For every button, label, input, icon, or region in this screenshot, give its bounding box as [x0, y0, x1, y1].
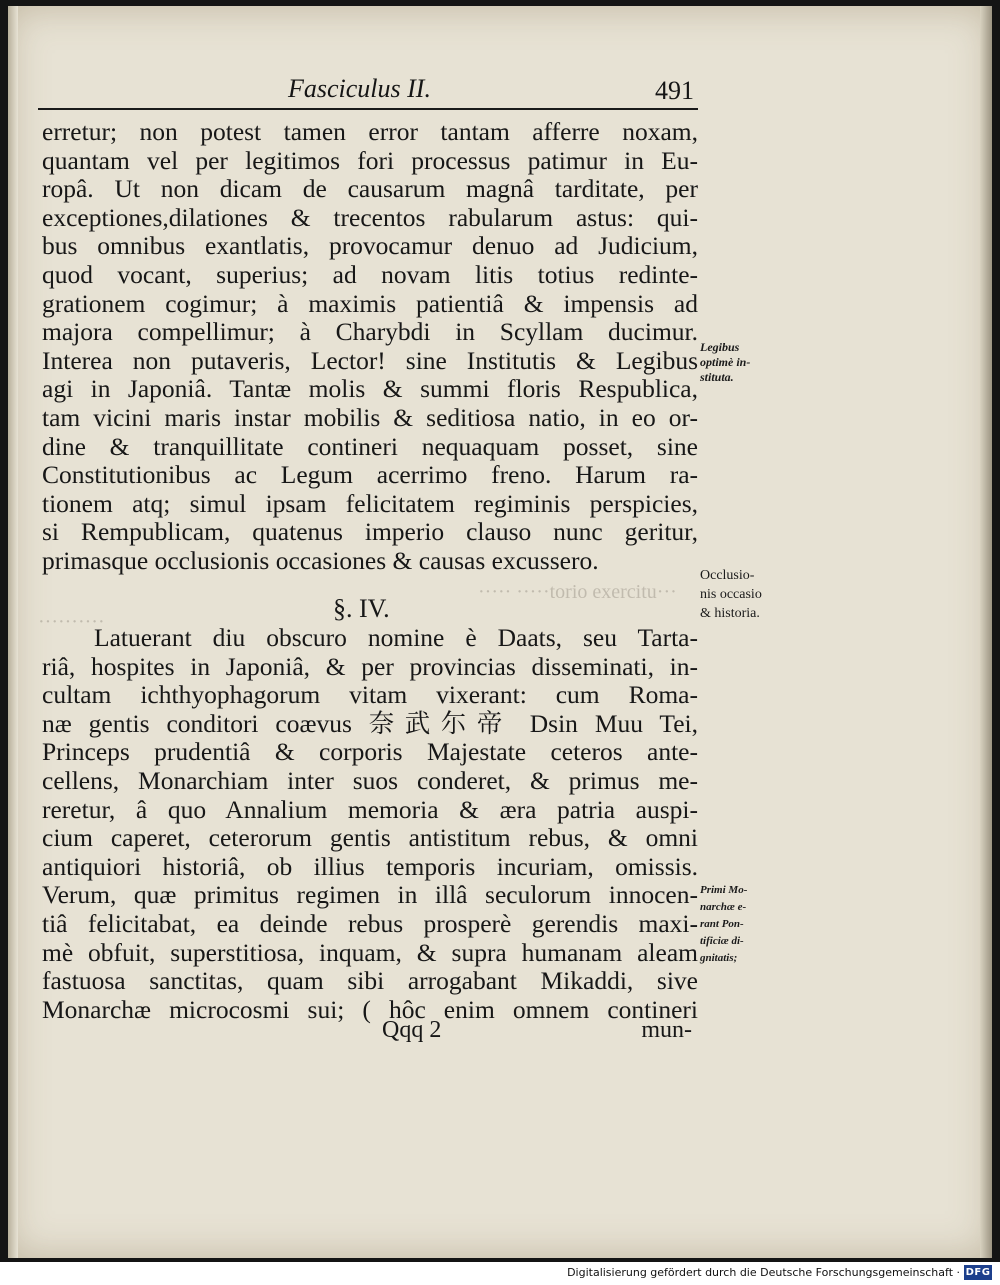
text-line: Monarchæ microcosmi sui; ( hôc enim omnem contineri: [42, 995, 698, 1024]
text-line: si Rempublicam, quatenus imperio clauso nunc geritur,: [42, 518, 698, 547]
text-line: tam vicini maris instar mobilis & seditiosa natio, in eo or-: [42, 403, 698, 432]
text-line: primasque occlusionis occasiones & causas excussero.: [42, 546, 599, 575]
text-line: mè obfuit, superstitiosa, inquam, & supra humanam aleam: [42, 938, 698, 967]
book-page: [8, 6, 992, 1258]
text-line: Princeps prudentiâ & corporis Majestate ceteros ante-: [42, 738, 698, 767]
text-line: cultam ichthyophagorum vitam vixerant: cum Roma-: [42, 681, 698, 710]
text-line: exceptiones,dilationes & trecentos rabularum astus: qui-: [42, 203, 698, 232]
text-line: antiquiori historiâ, ob illius temporis incuriam, omissis.: [42, 852, 698, 881]
margin-note-line: rant Pon-: [700, 918, 744, 930]
margin-note-line: tificiæ di-: [700, 935, 744, 947]
margin-note-line: stituta.: [700, 370, 734, 384]
text-line: Interea non putaveris, Lector! sine Institutis & Legibus: [42, 346, 698, 375]
text-line: quantam vel per legitimos fori processus patimur in Eu-: [42, 146, 698, 175]
margin-note-line: optimè in-: [700, 355, 751, 369]
text-line: tionem atq; simul ipsam felicitatem regiminis perspicies,: [42, 489, 698, 518]
signature-mark: Qqq 2: [382, 1017, 442, 1043]
margin-note-line: & historia.: [700, 606, 760, 621]
text-line: bus omnibus exantlatis, provocamur denuo ad Judicium,: [42, 232, 698, 261]
margin-note-legibus: [700, 340, 810, 385]
digitization-footer: [0, 1262, 1000, 1285]
text-line: fastuosa sanctitas, quam sibi arrogabant Mikaddi, sive: [42, 967, 698, 996]
paragraph-2: [42, 624, 698, 1024]
text-line: agi in Japoniâ. Tantæ molis & summi floris Respublica,: [42, 375, 698, 404]
text-line: cellens, Monarchiam inter suos conderet, & primus me-: [42, 766, 698, 795]
text-line: riâ, hospites in Japoniâ, & per provincias disseminati, in-: [42, 652, 698, 681]
text-line: Latuerant diu obscuro nomine è Daats, seu Tarta-: [94, 624, 698, 652]
margin-note-line: Primi Mo-: [700, 884, 748, 896]
text-line: dine & tranquillitate contineri nequaquam posset, sine: [42, 432, 698, 461]
text-line: næ gentis conditori coævus 奈武尓帝 Dsin Muu Tei,: [42, 709, 698, 738]
margin-note-line: gnitatis;: [700, 952, 738, 964]
text-line: quod vocant, superius; ad novam litis totius redinte-: [42, 260, 698, 289]
margin-note-occlusionis: [700, 566, 810, 623]
page-gutter-shadow: [8, 6, 18, 1258]
page-foot: [42, 1017, 698, 1047]
text-line: reretur, â quo Annalium memoria & æra patria auspi-: [42, 795, 698, 824]
margin-note-line: narchæ e-: [700, 901, 747, 913]
margin-note-line: nis occasio: [700, 587, 762, 602]
show-through-text: ····· ·····torio exercitu···: [478, 581, 677, 603]
text-line: erretur; non potest tamen error tantam afferre noxam,: [42, 118, 698, 146]
text-line: Constitutionibus ac Legum acerrimo freno. Harum ra-: [42, 461, 698, 490]
funding-credit: Digitalisierung gefördert durch die Deutsche Forschungsgemeinschaft ·: [567, 1266, 960, 1279]
section-heading: §. IV.: [333, 594, 390, 623]
text-line: cium caperet, ceterorum gentis antistitum rebus, & omni: [42, 824, 698, 853]
text-line: grationem cogimur; à maximis patientiâ & impensis ad: [42, 289, 698, 318]
dfg-logo: DFG: [965, 1267, 991, 1278]
text-line: majora compellimur; à Charybdi in Scyllam ducimur.: [42, 318, 698, 347]
page-number: 491: [655, 76, 694, 105]
running-header: [38, 74, 698, 110]
show-through-text: ··········: [38, 611, 105, 633]
text-line: tiâ felicitabat, ea deinde rebus prosperè gerendis maxi-: [42, 909, 698, 938]
margin-note-line: Legibus: [700, 340, 740, 354]
catchword: mun-: [641, 1017, 692, 1043]
margin-note-line: Occlusio-: [700, 568, 755, 583]
text-line: ropâ. Ut non dicam de causarum magnâ tarditate, per: [42, 175, 698, 204]
text-line: Verum, quæ primitus regimen in illâ seculorum innocen-: [42, 881, 698, 910]
margin-note-primi: [700, 882, 810, 967]
running-title: Fasciculus II.: [288, 74, 431, 103]
paragraph-1: [42, 118, 698, 576]
page-edge: [980, 6, 992, 1258]
